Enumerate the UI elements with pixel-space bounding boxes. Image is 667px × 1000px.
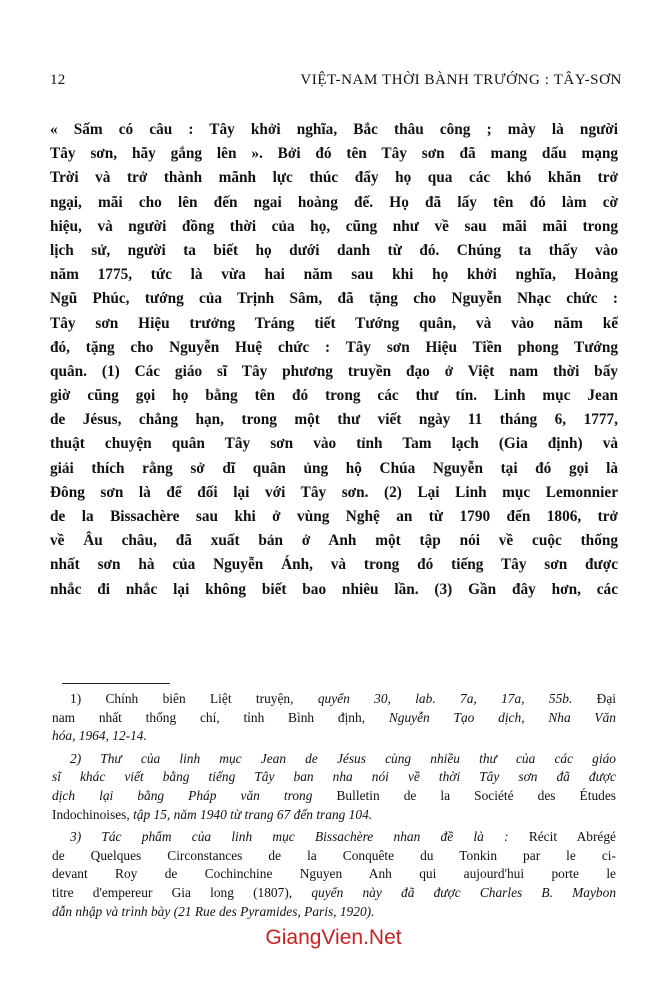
footnote-line xyxy=(52,768,616,787)
running-title: VIỆT-NAM THỜI BÀNH TRƯỚNG : TÂY-SƠN xyxy=(300,72,622,88)
footnote-text: hóa, 1964, 12-14. xyxy=(52,728,147,744)
footnote-line xyxy=(52,806,616,825)
footnote-text: Đại xyxy=(572,691,616,706)
footnote-text: quyển này đã được Charles B. Maybon xyxy=(311,884,616,900)
footnote-text: dịch lại bằng Pháp văn trong xyxy=(52,787,337,803)
footnote-text: de Quelques Circonstances de la Conquête du Tonkin par le ci- xyxy=(52,847,616,863)
watermark-text: GiangVien.Net xyxy=(265,926,402,949)
footnote-1 xyxy=(52,690,616,746)
footnote-text: 2) Thư của linh mục Jean de Jésus cùng nhiều thư của các giáo xyxy=(70,750,616,766)
body-line: ngại, mãi cho lên đến ngai hoàng đế. Họ đã lấy tên đó làm cờ xyxy=(50,193,618,211)
footnote-line xyxy=(52,709,616,728)
body-line: thuật chuyện quân Tây sơn vào tỉnh Tam lạch (Gia định) và xyxy=(50,435,618,453)
page-header xyxy=(50,72,622,96)
footnote-line xyxy=(52,865,616,884)
footnote-text: Récit Abrégé xyxy=(528,829,616,845)
footnote-line xyxy=(52,690,616,709)
footnote-text: Bulletin de la Société des Études xyxy=(336,787,616,803)
footnote-3 xyxy=(52,828,616,921)
body-line: nhắc đi nhắc lại không biết bao nhiêu lần. (3) Gần đây hơn, các xyxy=(50,580,618,598)
body-line: Trời và trở thành mãnh lực thúc đẩy họ qua các khó khăn trở xyxy=(50,169,618,187)
footnote-text: Nguyễn Tạo dịch, Nha Văn xyxy=(388,709,616,725)
body-line: de Jésus, chẳng hạn, trong một thư viết ngày 11 tháng 6, 1777, xyxy=(50,411,618,429)
footnote-text: tập 15, năm 1940 từ trang 67 đến trang 104. xyxy=(133,806,373,822)
body-line: năm 1775, tức là vừa hai năm sau khi họ khởi nghĩa, Hoàng xyxy=(50,266,618,284)
footnote-text: 1) Chính biên Liệt truyện, xyxy=(70,691,318,706)
body-line: quân. (1) Các giáo sĩ Tây phương truyền đạo ở Việt nam thời bấy xyxy=(50,362,618,380)
footnotes xyxy=(52,690,616,925)
footnote-text: titre d'empereur Gia long (1807), xyxy=(52,884,312,900)
footnote-text: devant Roy de Cochinchine Nguyen Anh qui aujourd'hui porte le xyxy=(52,866,616,882)
footnote-2 xyxy=(52,750,616,824)
footnote-line xyxy=(52,903,616,922)
footnote-text: Indochinoises, xyxy=(52,806,134,822)
body-line: nhất sơn hà của Nguyễn Ánh, và trong đó tiếng Tây sơn được xyxy=(50,556,618,574)
body-line: Tây sơn, hãy gắng lên ». Bởi đó tên Tây sơn đã mang dấu mạng xyxy=(50,145,618,163)
footnote-text: nam nhất thống chí, tỉnh Bình định, xyxy=(52,709,389,725)
body-line: giờ cũng gọi họ bằng tên đó trong các thư tín. Linh mục Jean xyxy=(50,387,618,405)
main-paragraph xyxy=(50,118,618,602)
footnote-rule xyxy=(62,683,170,684)
body-line: về Âu châu, đã xuất bản ở Anh một tập nói về cuộc thống xyxy=(50,532,618,550)
body-line: đó, tặng cho Nguyễn Huệ chức : Tây sơn Hiệu Tiền phong Tướng xyxy=(50,338,618,356)
footnote-line xyxy=(52,787,616,806)
body-line: giải thích rằng sở dĩ quân ủng hộ Chúa Nguyễn tại đó gọi là xyxy=(50,459,618,477)
footnote-text: quyển 30, lab. 7a, 17a, 55b. xyxy=(317,691,573,706)
footnote-line xyxy=(52,847,616,866)
footnote-line xyxy=(52,727,616,746)
body-line: Ngũ Phúc, tướng của Trịnh Sâm, đã tặng cho Nguyễn Nhạc chức : xyxy=(50,290,618,308)
body-line: lịch sử, người ta biết họ dưới danh từ đó. Chúng ta thấy vào xyxy=(50,241,618,259)
footnote-text: sĩ khác viết bằng tiếng Tây ban nha nói về thời Tây sơn đã được xyxy=(52,769,616,785)
footnote-text: dẫn nhập và trình bày (21 Rue des Pyramides, Paris, 1920). xyxy=(52,903,375,919)
body-line: « Sấm có câu : Tây khởi nghĩa, Bắc thâu công ; mày là người xyxy=(50,121,618,138)
body-line: Đông sơn là để đối lại với Tây sơn. (2) Lại Linh mục Lemonnier xyxy=(50,483,618,501)
footnote-line xyxy=(52,750,616,769)
body-line: hiệu, và người đồng thời của họ, cũng như về sau mãi mãi trong xyxy=(50,217,618,235)
footnote-text: 3) Tác phẩm của linh mục Bissachère nhan đề là : xyxy=(70,829,529,845)
body-line: de la Bissachère sau khi ở vùng Nghệ an từ 1790 đến 1806, trở xyxy=(50,508,618,525)
page-number: 12 xyxy=(50,72,66,88)
body-line: Tây sơn Hiệu trưởng Tráng tiết Tướng quân, và vào năm kế xyxy=(50,314,618,332)
footnote-line xyxy=(52,884,616,903)
footnote-line xyxy=(52,828,616,847)
